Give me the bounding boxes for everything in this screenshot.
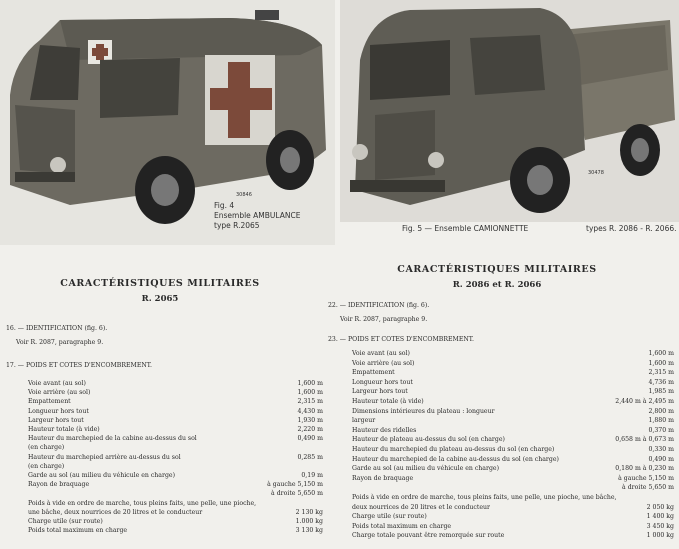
- photo-code-camionnette: 30478: [588, 170, 604, 176]
- spec-label: Largeur hors tout: [28, 416, 84, 424]
- spec-value: 1,600 m: [648, 350, 674, 357]
- left-section-16-ref: Voir R. 2087, paragraphe 9.: [16, 339, 104, 346]
- spec-value: 2,315 m: [297, 398, 323, 406]
- spec-label: Hauteur du marchepied arrière au-dessus du sol: [28, 453, 181, 461]
- left-section-17: 17. — POIDS ET COTES D'ENCOMBREMENT.: [6, 362, 152, 369]
- spec-row: [352, 446, 674, 454]
- right-title: CARACTÉRISTIQUES MILITAIRES: [397, 264, 597, 275]
- spec-row: [352, 504, 674, 512]
- spec-row: [28, 389, 323, 397]
- spec-row: [28, 500, 323, 508]
- spec-label: Hauteur du marchepied de la cabine au-dessus du sol (en charge): [352, 455, 559, 463]
- spec-label: Dimensions intérieures du plateau : longueur: [352, 407, 495, 415]
- spec-value: 2 050 kg: [646, 503, 674, 511]
- spec-row: [352, 484, 674, 492]
- ambulance-illustration: [0, 0, 335, 245]
- spec-value: à droite 5,650 m: [622, 484, 674, 492]
- spec-value: 0,19 m: [301, 472, 323, 479]
- spec-row: [28, 444, 323, 452]
- right-section-22-ref: Voir R. 2087, paragraphe 9.: [340, 316, 428, 323]
- spec-row: [28, 518, 323, 526]
- spec-label: Hauteur du marchepied du plateau au-dessus du sol (en charge): [352, 446, 555, 453]
- spec-value: 1 400 kg: [646, 513, 674, 521]
- spec-label: Poids à vide en ordre de marche, tous pleins faits, une pelle, une pioche,: [28, 499, 257, 507]
- ambulance-photo: [0, 0, 335, 245]
- spec-value: 1,600 m: [297, 380, 323, 387]
- left-spec-column: [0, 270, 330, 549]
- spec-row: [28, 408, 323, 416]
- spec-label: Garde au sol (au milieu du véhicule en charge): [28, 472, 175, 479]
- right-subtitle: R. 2086 et R. 2066: [452, 280, 542, 290]
- spec-value: 1,880 m: [648, 417, 674, 425]
- spec-label: Rayon de braquage: [352, 474, 414, 482]
- spec-value: 0,490 m: [648, 455, 674, 463]
- spec-label: Voie avant (au sol): [352, 350, 410, 357]
- spec-label: Hauteur des ridelles: [352, 426, 417, 434]
- spec-label: Longueur hors tout: [28, 407, 89, 415]
- spec-row: [352, 398, 674, 406]
- spec-row: [352, 532, 674, 540]
- spec-label: Poids total maximum en charge: [352, 522, 452, 530]
- spec-row: [352, 475, 674, 483]
- spec-label: Hauteur de plateau au-dessus du sol (en charge): [352, 436, 505, 444]
- spec-value: 0,370 m: [648, 426, 674, 434]
- spec-label: une bâche, deux nourrices de 20 litres et le conducteur: [28, 508, 203, 516]
- spec-label: Voie avant (au sol): [28, 380, 86, 387]
- spec-label: Charge utile (sur route): [28, 518, 103, 525]
- fig5-caption: Fig. 5 — Ensemble CAMIONNETTE: [402, 224, 529, 233]
- spec-value: 2,800 m: [648, 407, 674, 415]
- spec-row: [352, 360, 674, 368]
- spec-label: Largeur hors tout: [352, 388, 408, 396]
- spec-value: 0,658 m à 0,673 m: [615, 436, 674, 444]
- spec-row: [28, 481, 323, 489]
- fig4-caption-number: Fig. 4: [214, 201, 235, 210]
- spec-row: [352, 523, 674, 531]
- spec-row: [352, 494, 674, 502]
- spec-label: Empattement: [28, 398, 71, 406]
- spec-value: 3 450 kg: [646, 522, 674, 530]
- spec-label: Poids à vide en ordre de marche, tous pleins faits, une pelle, une pioche, une bâche,: [352, 494, 617, 501]
- spec-value: 4,430 m: [297, 407, 323, 415]
- spec-row: [28, 472, 323, 480]
- spec-value: 3 130 kg: [295, 527, 323, 535]
- spec-value: 1,600 m: [297, 389, 323, 397]
- spec-value: 0,330 m: [648, 446, 674, 453]
- photo-code-ambulance: 30846: [236, 192, 252, 198]
- spec-row: [28, 509, 323, 517]
- spec-row: [352, 379, 674, 387]
- spec-row: [28, 426, 323, 434]
- spec-label: Garde au sol (au milieu du véhicule en charge): [352, 465, 499, 473]
- spec-value: 0,285 m: [297, 453, 323, 461]
- spec-value: 1.000 kg: [295, 518, 323, 525]
- spec-row: [28, 398, 323, 406]
- fig4-caption-type: type R.2065: [214, 221, 260, 230]
- spec-row: [352, 350, 674, 358]
- spec-row: [352, 417, 674, 425]
- spec-value: à droite 5,650 m: [271, 490, 323, 498]
- spec-row: [352, 436, 674, 444]
- spec-label: largeur: [352, 417, 376, 425]
- camionnette-photo: [340, 0, 679, 222]
- spec-value: 1,930 m: [297, 416, 323, 424]
- spec-row: [352, 456, 674, 464]
- spec-row: [28, 380, 323, 388]
- spec-row: [352, 388, 674, 396]
- right-section-23: 23. — POIDS ET COTES D'ENCOMBREMENT.: [328, 336, 474, 343]
- spec-label: Voie arrière (au sol): [352, 359, 415, 367]
- spec-label: Hauteur totale (à vide): [352, 398, 424, 405]
- spec-label: Poids total maximum en charge: [28, 527, 128, 535]
- left-section-16: 16. — IDENTIFICATION (fig. 6).: [6, 325, 108, 332]
- spec-value: 1,600 m: [648, 359, 674, 367]
- spec-row: [352, 408, 674, 416]
- left-title: CARACTÉRISTIQUES MILITAIRES: [60, 278, 260, 289]
- spec-value: 2 130 kg: [295, 508, 323, 516]
- spec-value: 2,440 m à 2,495 m: [615, 398, 674, 405]
- spec-label: deux nourrices de 20 litres et le conducteur: [352, 503, 490, 511]
- spec-label: Longueur hors tout: [352, 378, 413, 386]
- spec-value: 2,315 m: [648, 369, 674, 377]
- spec-label: (en charge): [28, 462, 65, 470]
- spec-value: 1,985 m: [648, 388, 674, 396]
- right-section-22: 22. — IDENTIFICATION (fig. 6).: [328, 302, 430, 309]
- spec-label: Rayon de braquage: [28, 481, 90, 489]
- camionnette-illustration: [340, 0, 679, 222]
- spec-value: à gauche 5,150 m: [267, 481, 323, 489]
- spec-value: 1 000 kg: [646, 532, 674, 540]
- spec-row: [352, 369, 674, 377]
- spec-row: [352, 513, 674, 521]
- spec-row: [28, 527, 323, 535]
- fig4-caption-title: Ensemble AMBULANCE: [214, 211, 301, 220]
- left-subtitle: R. 2065: [141, 294, 179, 304]
- spec-label: Hauteur totale (à vide): [28, 426, 100, 433]
- right-spec-column: [322, 258, 679, 549]
- spec-row: [28, 454, 323, 462]
- spec-label: Charge utile (sur route): [352, 513, 427, 521]
- spec-value: 2,220 m: [297, 426, 323, 433]
- spec-value: 0,490 m: [297, 435, 323, 443]
- spec-row: [28, 463, 323, 471]
- spec-value: à gauche 5,150 m: [618, 474, 674, 482]
- spec-label: Voie arrière (au sol): [28, 389, 91, 397]
- spec-row: [28, 417, 323, 425]
- spec-value: 4,736 m: [648, 378, 674, 386]
- spec-row: [352, 465, 674, 473]
- spec-label: (en charge): [28, 444, 65, 452]
- spec-value: 0,180 m à 0,230 m: [615, 465, 674, 473]
- spec-row: [28, 490, 323, 498]
- fig5-types: types R. 2086 - R. 2066.: [586, 224, 677, 233]
- spec-label: Hauteur du marchepied de la cabine au-dessus du sol: [28, 435, 197, 443]
- spec-label: Charge totale pouvant être remorquée sur route: [352, 532, 505, 540]
- spec-row: [352, 427, 674, 435]
- spec-row: [28, 435, 323, 443]
- spec-label: Empattement: [352, 369, 395, 377]
